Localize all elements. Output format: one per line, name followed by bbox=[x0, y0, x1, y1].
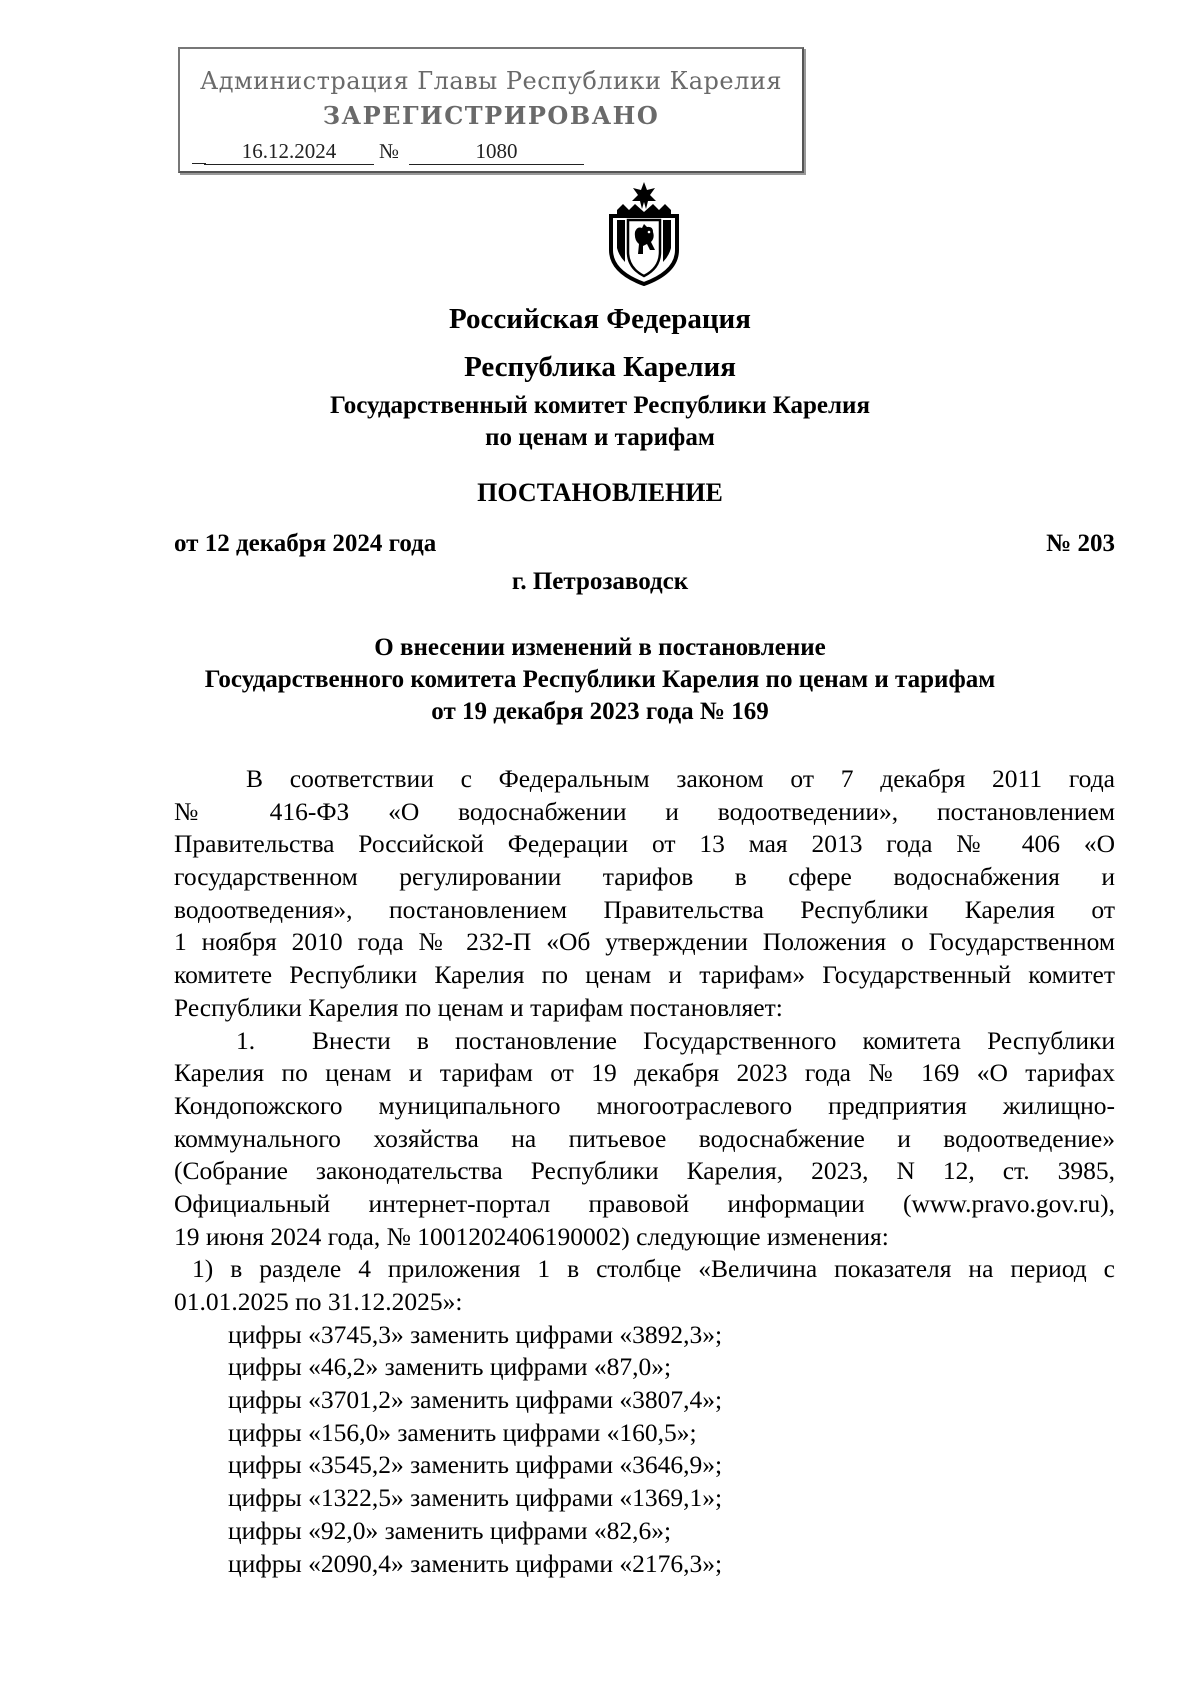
replacement-item: цифры «46,2» заменить цифрами «87,0»; bbox=[228, 1352, 672, 1382]
replacement-item: цифры «1322,5» заменить цифрами «1369,1»; bbox=[228, 1483, 723, 1513]
document-number: № 203 bbox=[1046, 530, 1115, 557]
item-1-line: Кондопожского муниципального многоотраслевого предприятия жилищно- bbox=[174, 1090, 1115, 1120]
preamble-line: Правительства Российской Федерации от 13 мая 2013 года № 406 «О bbox=[174, 829, 1115, 859]
item-1-line: коммунального хозяйства на питьевое водоснабжение и водоотведение» bbox=[174, 1123, 1115, 1153]
stamp-number: 1080 bbox=[409, 139, 584, 165]
replacement-item: цифры «156,0» заменить цифрами «160,5»; bbox=[228, 1417, 697, 1447]
subitem-1-line: 1) в разделе 4 приложения 1 в столбце «Величина показателя на период с bbox=[192, 1254, 1115, 1284]
preamble-line: Республики Карелия по ценам и тарифам постановляет: bbox=[174, 992, 783, 1022]
document-date: от 12 декабря 2024 года bbox=[174, 530, 437, 557]
header-country: Российская Федерация bbox=[449, 303, 751, 335]
document-city: г. Петрозаводск bbox=[511, 568, 689, 595]
stamp-organization: Администрация Главы Республики Карелия bbox=[200, 67, 782, 95]
stamp-status: ЗАРЕГИСТРИРОВАНО bbox=[322, 101, 660, 130]
document-title-line2: Государственного комитета Республики Карелия по ценам и тарифам bbox=[204, 666, 996, 693]
stamp-number-sign: № bbox=[379, 139, 400, 163]
header-republic: Республика Карелия bbox=[464, 351, 736, 383]
document-title-line1: О внесении изменений в постановление bbox=[374, 634, 826, 661]
item-1-line: Карелия по ценам и тарифам от 19 декабря 2023 года № 169 «О тарифах bbox=[174, 1058, 1115, 1088]
replacement-item: цифры «2090,4» заменить цифрами «2176,3»; bbox=[228, 1548, 723, 1578]
item-1-line: 19 июня 2024 года, № 1001202406190002) следующие изменения: bbox=[174, 1221, 889, 1251]
preamble-line: комитете Республики Карелия по ценам и тарифам» Государственный комитет bbox=[174, 960, 1115, 990]
karelia-coat-of-arms-icon bbox=[603, 180, 685, 286]
item-1-line: Официальный интернет-портал правовой информации (www.pravo.gov.ru), bbox=[174, 1188, 1115, 1218]
item-1-number: 1. bbox=[236, 1025, 256, 1055]
replacement-item: цифры «3701,2» заменить цифрами «3807,4»; bbox=[228, 1385, 723, 1415]
stamp-date: 16.12.2024 bbox=[204, 139, 374, 165]
subitem-1-line: 01.01.2025 по 31.12.2025»: bbox=[174, 1287, 463, 1316]
header-committee: Государственный комитет Республики Карелия bbox=[330, 392, 870, 419]
registration-stamp bbox=[178, 47, 804, 173]
replacement-item: цифры «3745,3» заменить цифрами «3892,3»; bbox=[228, 1319, 723, 1349]
preamble-line: водоотведения», постановлением Правительства Республики Карелия от bbox=[174, 894, 1115, 924]
replacement-item: цифры «92,0» заменить цифрами «82,6»; bbox=[228, 1515, 672, 1545]
document-type: ПОСТАНОВЛЕНИЕ bbox=[477, 478, 723, 507]
preamble-line: № 416-ФЗ «О водоснабжении и водоотведении», постановлением bbox=[174, 796, 1115, 826]
header-committee-subline: по ценам и тарифам bbox=[485, 424, 715, 451]
replacement-item: цифры «3545,2» заменить цифрами «3646,9»; bbox=[228, 1450, 723, 1480]
preamble-line: государственном регулировании тарифов в сфере водоснабжения и bbox=[174, 862, 1115, 892]
item-1-text: Внести в постановление Государственного комитета Республики bbox=[312, 1025, 1115, 1055]
stamp-registration-line bbox=[194, 139, 784, 167]
preamble-line: В соответствии с Федеральным законом от 7 декабря 2011 года bbox=[246, 764, 1115, 793]
document-title-line3: от 19 декабря 2023 года № 169 bbox=[431, 698, 769, 725]
preamble-line: 1 ноября 2010 года № 232-П «Об утверждении Положения о Государственном bbox=[174, 927, 1115, 957]
document-body bbox=[174, 763, 1115, 1580]
item-1-first-line bbox=[174, 1025, 1115, 1058]
item-1-line: (Собрание законодательства Республики Карелия, 2023, N 12, ст. 3985, bbox=[174, 1156, 1115, 1186]
